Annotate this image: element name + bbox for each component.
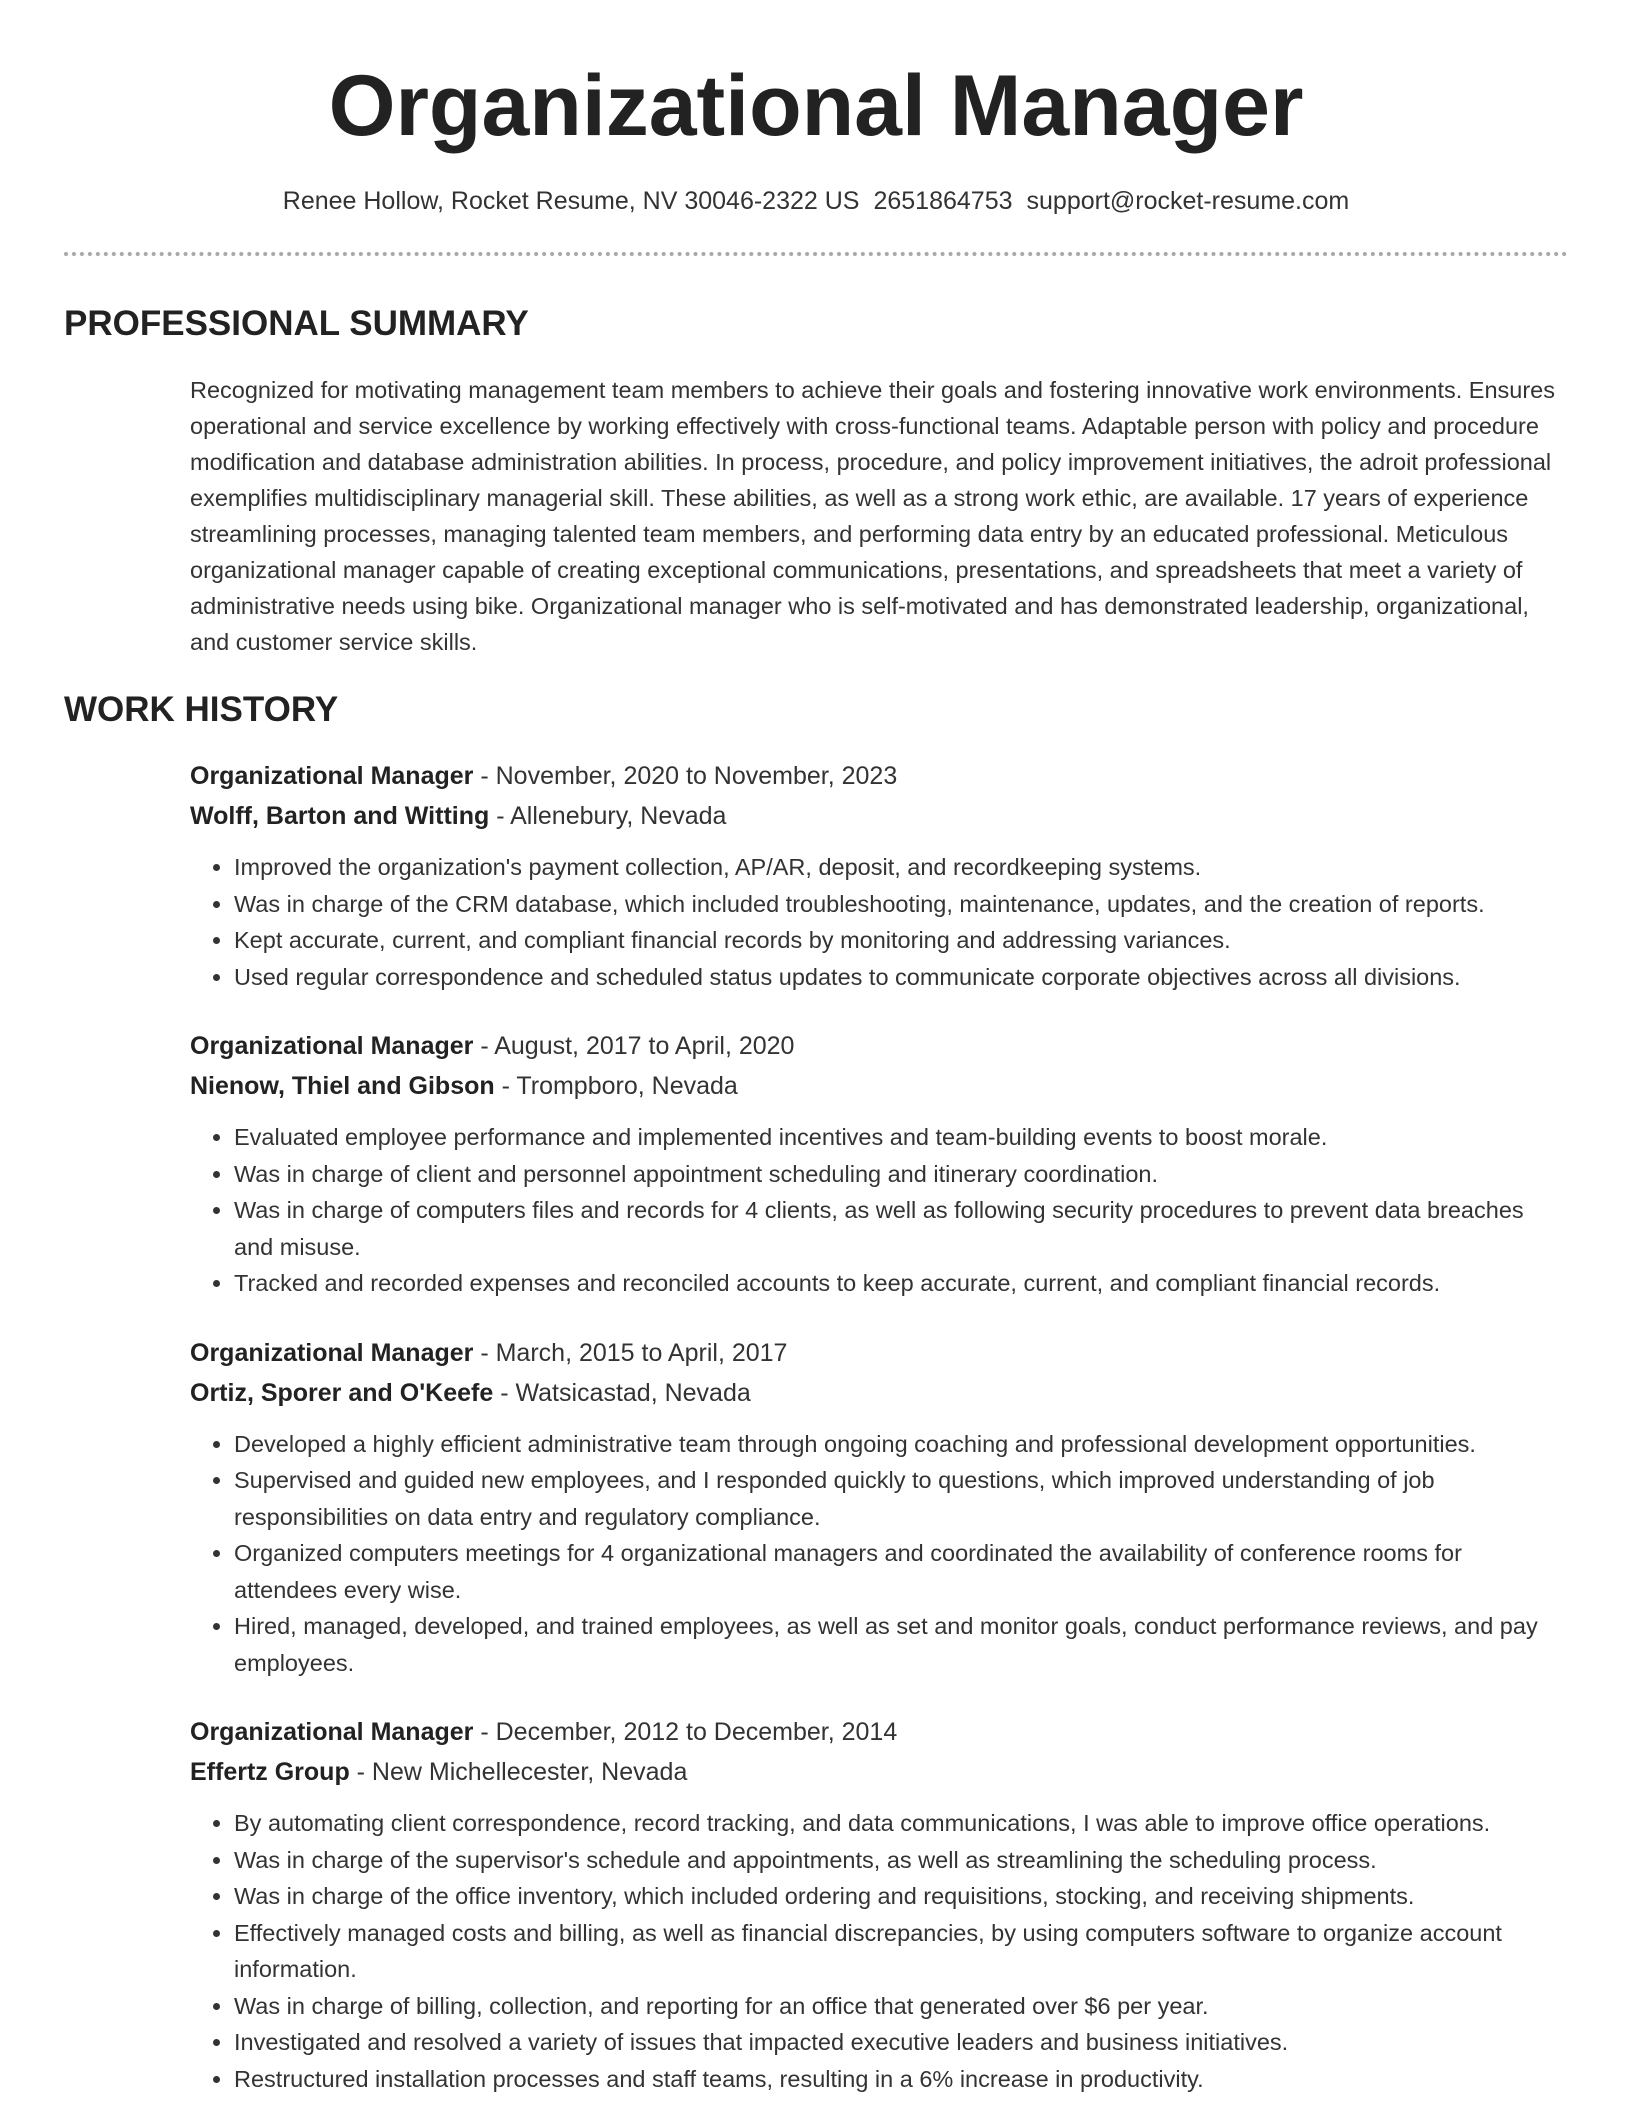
- list-item: • Effectively managed costs and billing, as well as financial discrepancies, by using computers software to organize account information.: [234, 1915, 1568, 1988]
- job-role: Organizational Manager: [190, 762, 474, 790]
- list-item: • Was in charge of billing, collection, and reporting for an office that generated over $6 per year.: [234, 1988, 1568, 2025]
- job-company: Effertz Group: [190, 1758, 350, 1786]
- list-item: • Was in charge of the supervisor's schedule and appointments, as well as streamlining the scheduling process.: [234, 1842, 1568, 1879]
- list-item: • Tracked and recorded expenses and reconciled accounts to keep accurate, current, and compliant financial records.: [234, 1265, 1568, 1302]
- job-company: Nienow, Thiel and Gibson: [190, 1072, 495, 1100]
- job-dates: - December, 2012 to December, 2014: [473, 1718, 898, 1746]
- job-company-line: [190, 1066, 1568, 1106]
- list-item: • Kept accurate, current, and compliant financial records by monitoring and addressing variances.: [234, 922, 1568, 959]
- job-dates: - March, 2015 to April, 2017: [473, 1338, 788, 1367]
- header-divider: [64, 252, 1568, 256]
- job-company-line: [190, 796, 1568, 836]
- list-item: • Was in charge of the office inventory, which included ordering and requisitions, stocking, and receiving shipments.: [234, 1878, 1568, 1915]
- list-item: • Was in charge of computers files and records for 4 clients, as well as following security procedures to prevent data breaches and misuse.: [234, 1192, 1568, 1265]
- job-company: Wolff, Barton and Witting: [190, 802, 490, 830]
- job-company-line: [190, 1373, 1568, 1413]
- job-dates: - August, 2017 to April, 2020: [473, 1032, 795, 1060]
- list-item: • Hired, managed, developed, and trained employees, as well as set and monitor goals, conduct performance reviews, and pay employees.: [234, 1608, 1568, 1681]
- job-location: - Allenebury, Nevada: [489, 802, 727, 830]
- list-item: • Used regular correspondence and scheduled status updates to communicate corporate objectives across all divisions.: [234, 959, 1568, 996]
- job-dates: - November, 2020 to November, 2023: [473, 762, 898, 790]
- list-item: • Developed a highly efficient administrative team through ongoing coaching and professional development opportunities.: [234, 1426, 1568, 1463]
- job-role: Organizational Manager: [190, 1338, 474, 1367]
- job-location: - New Michellecester, Nevada: [349, 1758, 688, 1786]
- contact-line: [64, 184, 1568, 218]
- contact-phone: 2651864753: [873, 187, 1013, 215]
- job-bullets: [190, 1426, 1568, 1682]
- list-item: • Improved the organization's payment collection, AP/AR, deposit, and recordkeeping systems.: [234, 849, 1568, 886]
- job-entry: [190, 1333, 1568, 1682]
- job-entry: [190, 756, 1568, 995]
- list-item: • Restructured installation processes and staff teams, resulting in a 6% increase in productivity.: [234, 2061, 1568, 2098]
- list-item: • Investigated and resolved a variety of issues that impacted executive leaders and business initiatives.: [234, 2024, 1568, 2061]
- contact-email: support@rocket-resume.com: [1026, 187, 1350, 215]
- page-title: Organizational Manager: [328, 58, 1304, 154]
- list-item: • Supervised and guided new employees, and I responded quickly to questions, which improved understanding of job responsibilities on data entry and regulatory compliance.: [234, 1462, 1568, 1535]
- job-company: Ortiz, Sporer and O'Keefe: [190, 1378, 494, 1407]
- list-item: • Was in charge of client and personnel appointment scheduling and itinerary coordination.: [234, 1156, 1568, 1193]
- contact-address: Renee Hollow, Rocket Resume, NV 30046-2322 US: [282, 187, 860, 215]
- list-item: • By automating client correspondence, record tracking, and data communications, I was able to improve office operations.: [234, 1805, 1568, 1842]
- job-bullets: [190, 1805, 1568, 2097]
- job-entry: [190, 1712, 1568, 2097]
- job-company-line: [190, 1752, 1568, 1792]
- job-title-line: [190, 1712, 1568, 1752]
- summary-text: Recognized for motivating management team members to achieve their goals and fostering innovative work environments. Ensures operational and service excellence by working effectively with cross-functional teams. Adaptable person with policy and procedure modification and database administration abilities. In process, procedure, and policy improvement initiatives, the adroit professional exemplifies multidisciplinary managerial skill. These abilities, as well as a strong work ethic, are available. 17 years of experience streamlining processes, managing talented team members, and performing data entry by an educated professional. Meticulous organizational manager capable of creating exceptional communications, presentations, and spreadsheets that meet a variety of administrative needs using bike. Organizational manager who is self-motivated and has demonstrated leadership, organizational, and customer service skills.: [190, 377, 1555, 655]
- list-item: • Evaluated employee performance and implemented incentives and team-building events to boost morale.: [234, 1119, 1568, 1156]
- list-item: • Organized computers meetings for 4 organizational managers and coordinated the availability of conference rooms for attendees every wise.: [234, 1535, 1568, 1608]
- resume-page: [64, 0, 1568, 2097]
- job-title-line: [190, 756, 1568, 796]
- job-location: - Watsicastad, Nevada: [493, 1378, 751, 1407]
- job-title-line: [190, 1026, 1568, 1066]
- work-history-heading: WORK HISTORY: [64, 690, 339, 729]
- job-role: Organizational Manager: [190, 1032, 474, 1060]
- job-title-line: [190, 1333, 1568, 1373]
- job-bullets: [190, 1119, 1568, 1302]
- summary-heading: PROFESSIONAL SUMMARY: [64, 304, 529, 343]
- job-bullets: [190, 849, 1568, 995]
- job-entry: [190, 1026, 1568, 1302]
- job-location: - Trompboro, Nevada: [494, 1072, 738, 1100]
- job-role: Organizational Manager: [190, 1718, 474, 1746]
- list-item: • Was in charge of the CRM database, which included troubleshooting, maintenance, updates, and the creation of reports.: [234, 886, 1568, 923]
